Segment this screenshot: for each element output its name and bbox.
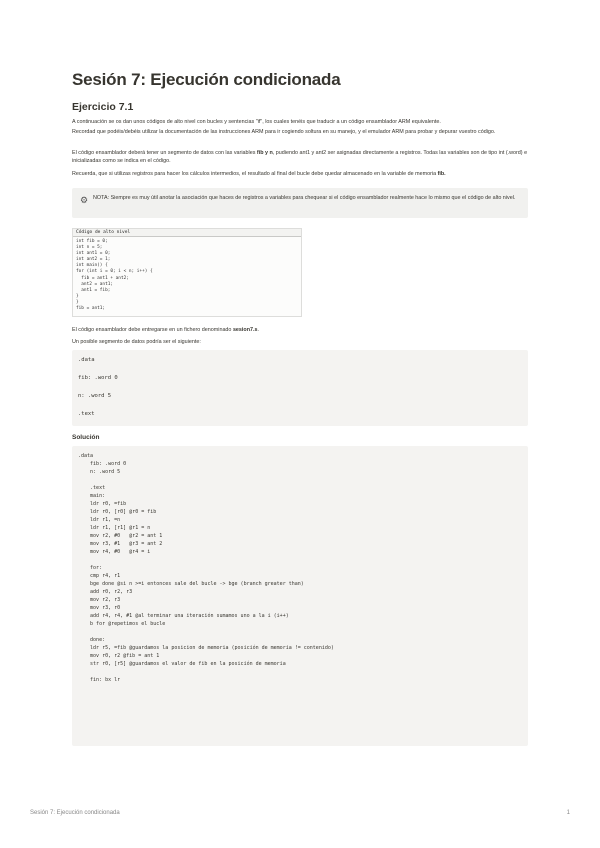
code-image-line: int ant2 = 1;: [76, 257, 111, 263]
code-line: fib: .word 0: [78, 375, 118, 381]
code-image-line: }: [76, 299, 79, 305]
code-line: n: .word 5: [78, 393, 112, 399]
reminder-paragraph: Recordad que podéis/debéis utilizar la documentación de las instrucciones ARM para ir cogiendo soltura en su manejo, y el emulador ARM para probar y depurar vuestro código.: [72, 129, 496, 135]
code-line: .data: [78, 357, 95, 363]
page-number: 1: [566, 810, 570, 816]
intro-paragraph: A continuación se os dan unos códigos de alto nivel con bucles y sentencias "if", los cuales tenéis que traducir a un código ensamblador ARM equivalente.: [72, 119, 441, 125]
note-callout: [72, 188, 528, 218]
delivery-text: El código ensamblador debe entregarse en un fichero denominado sesion7.s.: [72, 327, 260, 333]
code-image-line: }: [76, 293, 79, 299]
segment-intro-text: Un posible segmento de datos podría ser el siguiente:: [72, 339, 201, 345]
code-image-line: ant2 = ant1;: [76, 281, 114, 287]
data-segment-code-block: [72, 350, 528, 426]
code-image-line: ant1 = fib;: [76, 287, 111, 293]
gear-icon: ⚙: [79, 195, 89, 205]
code-image: [72, 228, 302, 317]
solution-code: .data fib: .word 0 n: .word 5 .text main: ldr r0, =fib ldr r0, [r0] @r0 = fib ldr r1, =n ldr r1, [r1] @r1 = n mov r2, #0 @r2 = ant 1 mov r3, #1 @r3 = ant 2 mov r4, #0 @r4 = i for: cmp r4, r1 bge done @si n >=i entonces sale del bucle -> bge (branch greater than) add r0, r2, r3 mov r2, r3 mov r3, r0 add r4, r4, #1 @al terminar una iteración sumamos uno a la i (i++) b for @repetimos el bucle done: ldr r5, =fib @guardamos la posicion de memoria (posición de memoria != contenido) mov r0, r2 @fib = ant 1 str r0, [r5] @guardamos el valor de fib en la posición de memoria fin: bx lr: [78, 453, 334, 683]
registers-paragraph: Recuerda, que si utilizas registros para hacer los cálculos intermedios, el resultado al final del bucle debe quedar almacenado en la variable de memoria fib.: [72, 171, 446, 177]
data-segment-paragraph: El código ensamblador deberá tener un segmento de datos con las variables fib y n, pudiendo ant1 y ant2 ser asignadas directamente a registros. Todas las variables son de tipo int (.word) e inicializadas como se indica en el código.: [72, 150, 528, 164]
note-text: NOTA: Siempre es muy útil anotar la asociación que haces de registros a variables para chequear si el código ensamblador realmente hace lo mismo que el código de alto nivel.: [93, 195, 516, 201]
code-image-line: int fib = 0;: [76, 239, 108, 244]
code-image-line: int n = 5;: [76, 245, 103, 251]
solution-heading: Solución: [72, 434, 100, 441]
code-image-line: int ant1 = 0;: [76, 251, 111, 257]
solution-code-block: [72, 446, 528, 746]
exercise-heading: Ejercicio 7.1: [72, 101, 134, 113]
code-image-line: for (int i = 0; i < n; i++) {: [76, 269, 153, 275]
code-image-line: fib = ant1 + ant2;: [76, 275, 129, 281]
code-image-line: int main() {: [76, 263, 108, 269]
code-image-body: [76, 239, 153, 312]
page-footer: Sesión 7: Ejecución condicionada: [30, 810, 120, 816]
code-image-line: fib = ant1;: [76, 306, 106, 312]
code-image-header: Código de alto nivel: [73, 229, 301, 237]
page-title: Sesión 7: Ejecución condicionada: [72, 70, 341, 89]
code-line: .text: [78, 411, 95, 417]
